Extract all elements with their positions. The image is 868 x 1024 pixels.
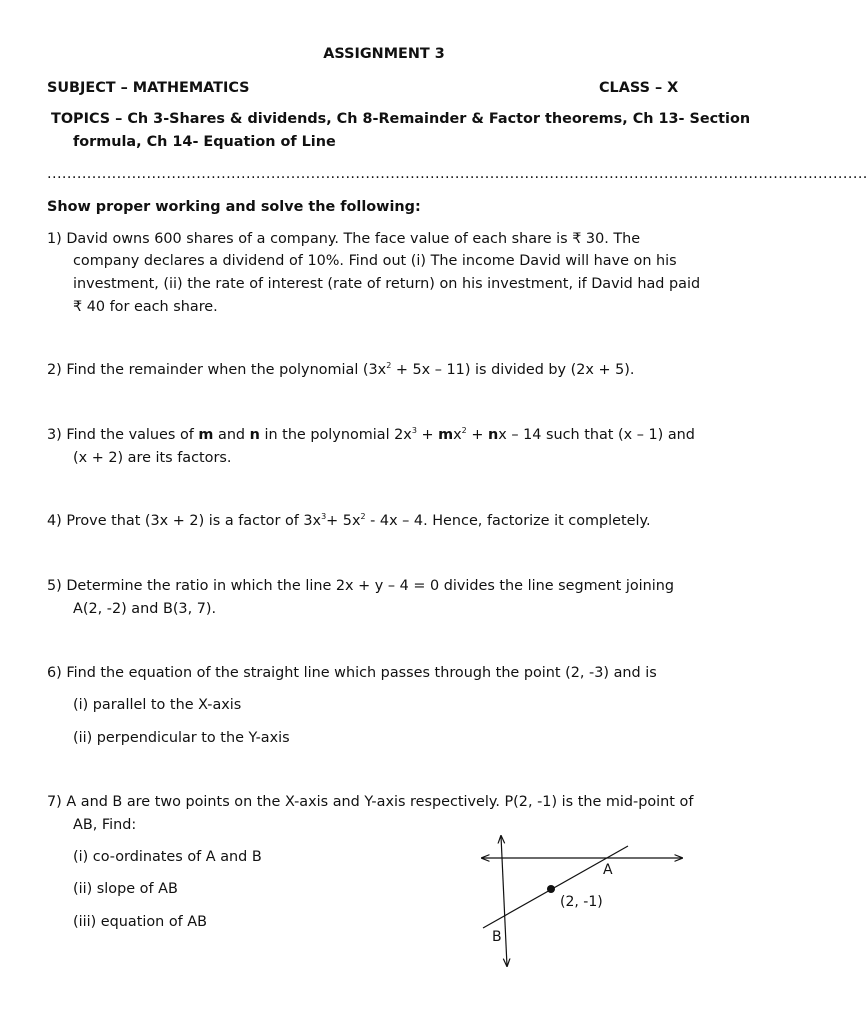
q5-line-1: 5) Determine the ratio in which the line 2x + y – 4 = 0 divides the line segment joining [47, 578, 675, 594]
class-label: CLASS – X [599, 80, 679, 96]
q3-var-n: n [249, 427, 260, 443]
q3-text-d: + [416, 427, 439, 443]
q7-part-2: (ii) slope of AB [73, 881, 178, 897]
q6-line-1: 6) Find the equation of the straight line which passes through the point (2, -3) and is [47, 665, 657, 681]
q7-part-1: (i) co-ordinates of A and B [73, 849, 262, 865]
q3-text-g: x – 14 such that (x – 1) and [498, 427, 695, 443]
topics-line-1: TOPICS – Ch 3-Shares & dividends, Ch 8-Remainder & Factor theorems, Ch 13- Section [51, 111, 751, 127]
q1-line-4: ₹ 40 for each share. [73, 299, 218, 315]
assignment-title: ASSIGNMENT 3 [323, 46, 445, 62]
q6-part-1: (i) parallel to the X-axis [73, 697, 242, 713]
q3-text-e: x [453, 427, 462, 443]
q2-text-b: + 5x – 11) is divided by (2x + 5). [391, 362, 635, 378]
y-axis-line [501, 836, 507, 966]
q3-line-2: (x + 2) are its factors. [73, 450, 232, 466]
q3-text-c: in the polynomial 2x [259, 427, 412, 443]
q1-line-1: 1) David owns 600 shares of a company. The face value of each share is ₹ 30. The [47, 231, 641, 247]
q3-text-a: 3) Find the values of [47, 427, 199, 443]
q4-text-c: - 4x – 4. Hence, factorize it completely. [365, 513, 651, 529]
label-a: A [603, 862, 613, 878]
q7-line-2: AB, Find: [73, 817, 137, 833]
q1-line-3: investment, (ii) the rate of interest (rate of return) on his investment, if David had paid [73, 276, 701, 292]
q6-part-2: (ii) perpendicular to the Y-axis [73, 730, 290, 746]
q2-text-a: 2) Find the remainder when the polynomial (3x [47, 362, 387, 378]
q3-exponent-1: 3 [411, 426, 417, 435]
q5-line-2: A(2, -2) and B(3, 7). [73, 601, 217, 617]
q3-text-f: + [466, 427, 488, 443]
q3-var-n-2: n [487, 427, 499, 443]
subject-label: SUBJECT – MATHEMATICS [47, 80, 250, 96]
q7-line-1: 7) A and B are two points on the X-axis and Y-axis respectively. P(2, -1) is the mid-point of [47, 794, 694, 810]
label-b: B [492, 929, 502, 945]
topics-line-2: formula, Ch 14- Equation of Line [73, 134, 336, 150]
q4-text-b: + 5x [326, 513, 361, 529]
dotted-divider: ..................................................................................................................................................................... [47, 166, 868, 182]
midpoint-p-dot [547, 885, 555, 893]
q2-exponent: 2 [386, 361, 392, 370]
instruction: Show proper working and solve the following: [47, 199, 421, 215]
q4-text-a: 4) Prove that (3x + 2) is a factor of 3x [47, 513, 322, 529]
q3-var-m-2: m [438, 427, 454, 443]
q3-exponent-2: 2 [461, 426, 467, 435]
q4-exponent-1: 3 [321, 512, 327, 521]
q3-var-m: m [198, 427, 214, 443]
q3-text-b: and [213, 427, 250, 443]
label-midpoint: (2, -1) [560, 894, 603, 910]
q7-part-3: (iii) equation of AB [73, 914, 208, 930]
q4-exponent-2: 2 [360, 512, 366, 521]
q1-line-2: company declares a dividend of 10%. Find out (i) The income David will have on his [73, 253, 677, 269]
